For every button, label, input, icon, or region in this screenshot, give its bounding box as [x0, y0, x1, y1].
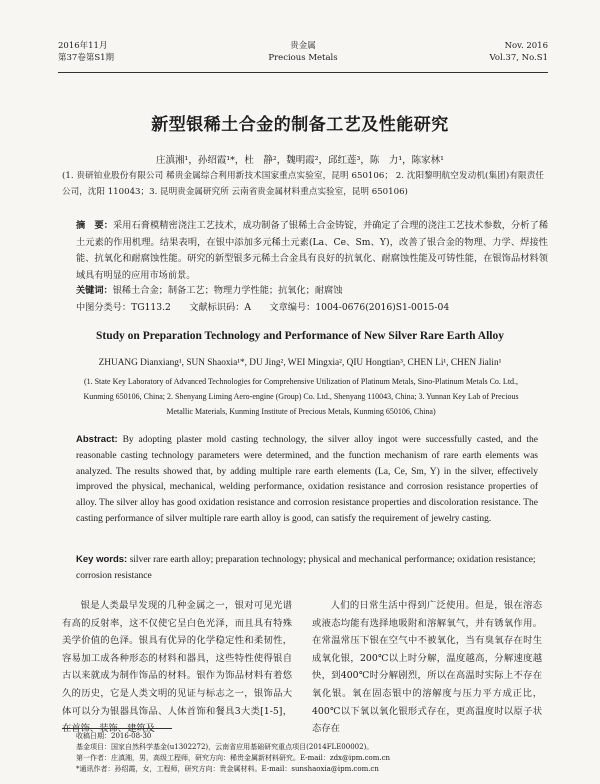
- body-column-left: 银是人类最早发现的几种金属之一，银对可见光谱有高的反射率，这不仅使它呈白色光泽，而且具有特殊美学价值的色泽。银具有优异的化学稳定性和柔韧性，容易加工成各种形态的材料和器具，这些特性使得银自古以来就成为制作饰品的材料。银作为饰品材料有着悠久的历史，它是人类文明的见证与标志之一，银饰品大体可以分为银器具饰品、人体首饰和餐具3大类[1-5]，在首饰、装饰、建筑及: [62, 600, 292, 735]
- abstract-cn-label: 摘 要：: [76, 220, 114, 231]
- header-date-en: Nov. 2016: [504, 41, 548, 51]
- footnote-divider: [62, 728, 172, 729]
- header-right: [490, 40, 548, 64]
- keywords-cn-text: 银稀土合金；制备工艺；物理力学性能；抗氧化；耐腐蚀: [112, 285, 343, 296]
- keywords-en-text: silver rare earth alloy; preparation technology; physical and mechanical performance; oxidation resistance; corrosion resistance: [76, 555, 536, 581]
- classification-line: 中图分类号：TG113.2 文献标识码：A 文章编号：1004-0676(2016)S1-0015-04: [76, 302, 450, 313]
- abstract-cn-text: 采用石膏模精密浇注工艺技术，成功制备了银稀土合金铸锭，并确定了合理的浇注工艺技术参数，分析了稀土元素的作用机理。结果表明，在银中添加多元稀土元素(La、Ce、Sm、Y)，改善了银合金的物理、力学、焊接性能、抗氧化和耐腐蚀性能。研究的新型银多元稀土合金具有良好的抗氧化、耐腐蚀性能及可铸性能，在银饰品材料领域具有明显的应用市场前景。: [76, 220, 549, 281]
- running-header: [58, 38, 548, 73]
- footnote-received: 收稿日期：2016-08-30: [76, 732, 152, 740]
- abstract-en: [76, 432, 538, 528]
- authors-en: ZHUANG Dianxiang¹, SUN Shaoxia¹*, DU Jing², WEI Mingxia², QIU Hongtian³, CHEN Li¹, CHEN Jialin¹: [98, 358, 502, 368]
- footnote-first-author: 第一作者：庄滇湘，男，高级工程师，研究方向：稀贵金属新材料研究。E-mail：zdx@ipm.com.cn: [76, 754, 391, 762]
- journal-name-en: Precious Metals: [268, 53, 338, 63]
- abstract-cn: [76, 218, 548, 284]
- header-date: 2016年11月: [58, 41, 108, 51]
- abstract-en-label: Abstract:: [76, 434, 118, 445]
- header-volume-en: Vol.37, No.S1: [489, 53, 548, 63]
- abstract-en-text: By adopting plaster mold casting technology, the silver alloy ingot were successfully casted, and the reasonable casting technology parameters were determined, and the function mechanism of rare earth elements was analyzed. The results showed that, by adding multiple rare earth elements (La, Ce, Sm, Y) in the silver, effectively improved the physical, mechanical, welding performance, oxidation resistance and corrosion resistance properties of alloy. The silver alloy has good oxidation resistance and corrosion resistance properties and discoloration resistance. The casting performance of silver multiple rare earth alloy is good, can satisfy the requirement of jewelry casting.: [76, 435, 539, 524]
- paper-title-en: Study on Preparation Technology and Performance of New Silver Rare Earth Alloy: [96, 330, 504, 342]
- keywords-en-label: Key words:: [76, 554, 128, 565]
- keywords-cn: [76, 283, 548, 299]
- header-center: [58, 40, 548, 64]
- affiliations-en: (1. State Key Laboratory of Advanced Technologies for Comprehensive Utilization of Platinum Metals, Sino-Platinum Metals Co. Ltd., Kunming 650106, China; 2. Shenyang Liming Aero-engine (Group) Co. Ltd., Shenyang 110043, China; 3. Yunnan Key Lab of Precious Metallic Materials, Kunming Institute of Precious Metals, Kunming 650106, China): [83, 377, 519, 416]
- paper-title-cn: 新型银稀土合金的制备工艺及性能研究: [151, 115, 449, 135]
- body-column-right: 人们的日常生活中得到广泛使用。但是，银在溶态或液态均能有选择地吸附和溶解氧气，并有锈氧作用。在常温常压下银在空气中不被氧化，当有臭氧存在时生成氧化银，200℃以上时分解，温度越高，分解速度越快，到400℃时分解剧烈，所以在高温时实际上不存在氧化银。氧在固态银中的溶解度与压力平方成正比，400℃以下氧以氧化银形式存在，更高温度时以原子状态存在: [312, 600, 542, 735]
- footnotes: [76, 731, 556, 775]
- authors-cn: 庄滇湘¹，孙绍霞¹*，杜 静²，魏明霞²，邱红莲³，陈 力¹，陈家林¹: [156, 155, 444, 166]
- affiliations-cn: (1. 贵研铂业股份有限公司 稀贵金属综合利用新技术国家重点实验室，昆明 650106； 2. 沈阳黎明航空发动机(集团)有限责任公司，沈阳 110043；3. 昆明贵金属研究所 云南省贵金属材料重点实验室，昆明 650106): [62, 171, 544, 197]
- header-volume: 第37卷第S1期: [58, 53, 115, 63]
- keywords-en: [76, 552, 538, 585]
- keywords-cn-label: 关键词：: [76, 285, 113, 296]
- footnote-corresponding-author: *通讯作者：孙绍霞，女，工程师，研究方向：贵金属材料。E-mail：sunshaoxia@ipm.com.cn: [76, 765, 379, 773]
- footnote-funding: 基金项目：国家自然科学基金(u1302272)，云南省应用基础研究重点项目(2014FLE00002)。: [76, 743, 374, 751]
- journal-name-cn: 贵金属: [290, 41, 316, 51]
